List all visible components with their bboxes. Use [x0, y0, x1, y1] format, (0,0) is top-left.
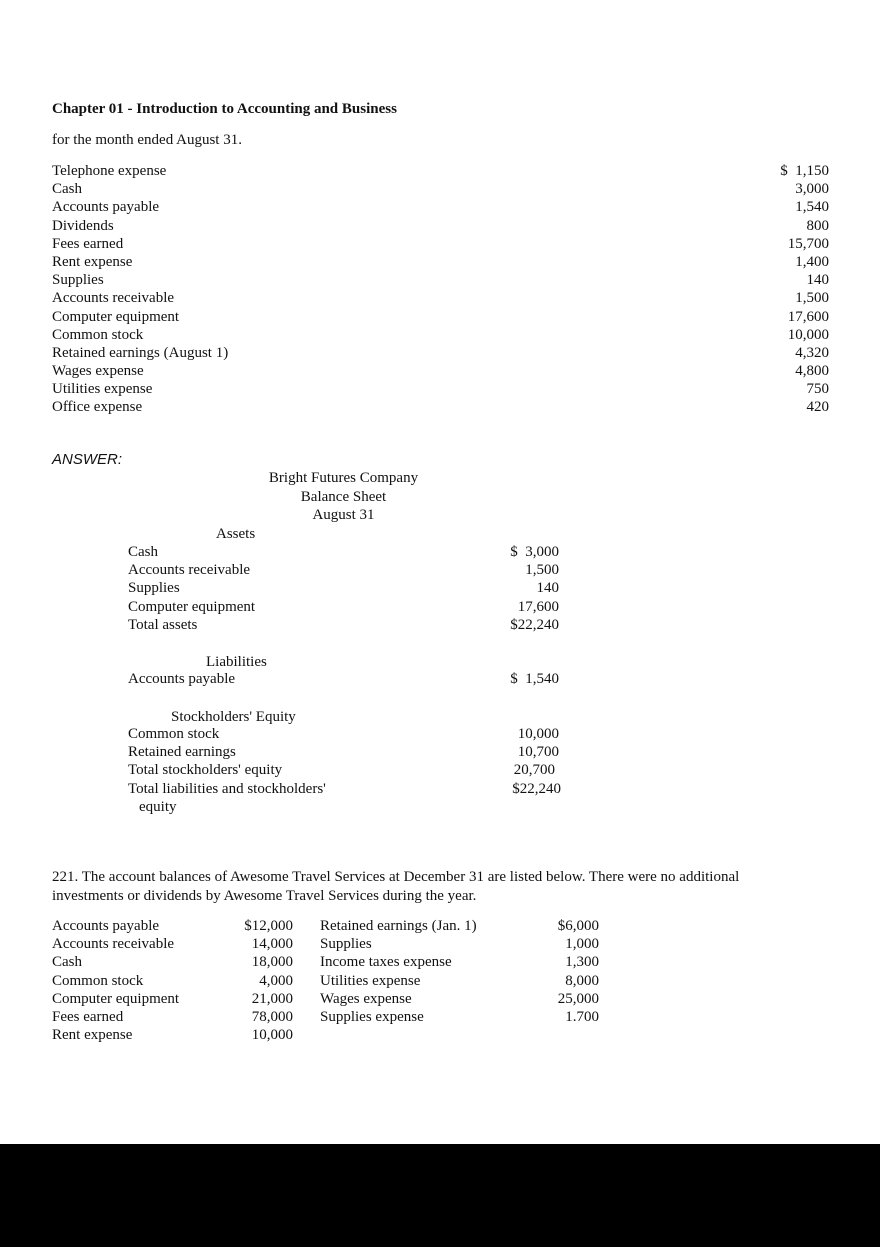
line-label: Accounts payable [128, 671, 236, 687]
assets-section [128, 543, 559, 634]
account-label: Fees earned [52, 1008, 124, 1025]
account-label: Income taxes expense [320, 954, 452, 971]
account-label: Rent expense [52, 1027, 133, 1044]
list-item [320, 917, 599, 935]
list-item [320, 972, 599, 990]
assets-heading: Assets [216, 526, 256, 542]
account-value: $12,000 [244, 918, 293, 934]
list-item [52, 380, 829, 398]
account-value: 4,320 [795, 344, 829, 361]
question-221-right-column [320, 917, 599, 1026]
account-value: $6,000 [557, 918, 599, 934]
line-label: Total liabilities and stockholders' [128, 780, 326, 797]
list-item [52, 344, 829, 362]
account-value: 14,000 [251, 936, 293, 953]
account-label: Wages expense [52, 363, 144, 380]
account-value: 1,400 [795, 253, 829, 270]
line-value: $22,240 [512, 780, 561, 797]
account-value: 800 [806, 217, 829, 234]
line-label: Accounts receivable [128, 562, 251, 579]
account-value: 10,000 [787, 326, 829, 343]
line-label: Computer equipment [128, 598, 256, 615]
list-item [52, 990, 293, 1008]
list-item [52, 289, 829, 307]
account-label: Accounts payable [52, 199, 160, 216]
account-label: Cash [52, 181, 82, 198]
line-value: $22,240 [510, 616, 559, 633]
statement-name: Balance Sheet [300, 488, 387, 505]
list-item [52, 1026, 293, 1044]
list-item [320, 953, 599, 971]
list-item [52, 398, 829, 416]
account-value: 15,700 [787, 235, 829, 252]
list-item [52, 235, 829, 253]
equity-section [128, 725, 559, 816]
account-value: 1.700 [565, 1008, 599, 1025]
account-value: 8,000 [565, 972, 599, 989]
account-value: 1,300 [565, 954, 599, 971]
list-item [320, 935, 599, 953]
list-item [52, 362, 829, 380]
question-221-left-column [52, 917, 293, 1044]
table-row [128, 543, 559, 561]
account-value: 140 [806, 272, 829, 289]
account-label: Rent expense [52, 253, 133, 270]
list-item [52, 935, 293, 953]
account-value: 4,000 [259, 972, 293, 989]
account-label: Wages expense [320, 990, 412, 1007]
account-label: Utilities expense [320, 972, 421, 989]
account-value: 21,000 [251, 990, 293, 1007]
line-value: $ 1,540 [510, 671, 559, 687]
liabilities-heading: Liabilities [206, 654, 267, 670]
company-name: Bright Futures Company [268, 470, 419, 486]
list-item [52, 271, 829, 289]
liabilities-section [128, 670, 559, 688]
line-value: 140 [536, 580, 559, 597]
account-label: Accounts receivable [52, 290, 175, 307]
line-label: Common stock [128, 726, 220, 742]
line-label: Retained earnings [128, 744, 236, 761]
account-label: Computer equipment [52, 308, 180, 325]
account-label: Utilities expense [52, 381, 153, 398]
list-item [52, 180, 829, 198]
account-label: Computer equipment [52, 990, 180, 1007]
account-value: 10,000 [251, 1027, 293, 1044]
chapter-title: Chapter 01 - Introduction to Accounting and Business [52, 101, 397, 117]
account-value: 17,600 [787, 308, 829, 325]
table-row [128, 725, 559, 743]
list-item [52, 308, 829, 326]
account-label: Common stock [52, 972, 144, 989]
account-value: 1,500 [795, 290, 829, 307]
line-value: 17,600 [517, 598, 559, 615]
equity-heading: Stockholders' Equity [171, 709, 296, 725]
list-item [320, 1008, 599, 1026]
account-value: 1,000 [565, 936, 599, 953]
table-row [128, 579, 559, 597]
line-value: 1,500 [525, 562, 559, 579]
line-value: 10,000 [517, 726, 559, 742]
list-item [52, 1008, 293, 1026]
account-label: Supplies expense [320, 1008, 424, 1025]
list-item [320, 990, 599, 1008]
account-label: Telephone expense [52, 163, 167, 179]
table-row [128, 670, 559, 688]
list-item [52, 217, 829, 235]
account-label: Supplies [320, 936, 372, 953]
table-row [128, 598, 559, 616]
line-label: Cash [128, 544, 158, 560]
account-label: Office expense [52, 399, 143, 416]
question-221-text: 221. The account balances of Awesome Travel Services at December 31 are listed below. There were no additional investments or dividends by Awesome Travel Services during the year. [52, 869, 740, 904]
statement-date: August 31 [312, 507, 375, 523]
account-value: 25,000 [557, 990, 599, 1007]
account-value: $ 1,150 [780, 163, 829, 179]
line-value: 20,700 [513, 762, 555, 779]
table-row [128, 743, 559, 761]
account-label: Retained earnings (August 1) [52, 344, 229, 361]
account-label: Fees earned [52, 235, 124, 252]
bottom-black-band [0, 1144, 880, 1247]
list-item [52, 917, 293, 935]
list-item [52, 953, 293, 971]
account-value: 750 [806, 381, 829, 398]
account-value: 1,540 [795, 199, 829, 216]
account-value: 78,000 [251, 1008, 293, 1025]
account-value: 4,800 [795, 363, 829, 380]
line-value: 10,700 [517, 744, 559, 761]
line-label: Total stockholders' equity [128, 762, 283, 779]
account-label: Cash [52, 954, 82, 971]
account-label: Supplies [52, 272, 104, 289]
account-label: Common stock [52, 326, 144, 343]
list-item [52, 326, 829, 344]
list-item [52, 198, 829, 216]
account-label: Dividends [52, 217, 114, 234]
total-row [128, 616, 559, 634]
answer-label: ANSWER: [52, 451, 123, 468]
list-item [52, 162, 829, 180]
account-list [52, 162, 829, 417]
account-label: Accounts payable [52, 918, 160, 934]
account-label: Accounts receivable [52, 936, 175, 953]
line-label-continued: equity [139, 798, 177, 815]
line-label: Supplies [128, 580, 180, 597]
table-row [128, 561, 559, 579]
list-item [52, 972, 293, 990]
period-subtitle: for the month ended August 31. [52, 132, 242, 148]
grand-total-row [128, 780, 559, 816]
account-value: 3,000 [795, 181, 829, 198]
line-value: $ 3,000 [510, 544, 559, 560]
account-label: Retained earnings (Jan. 1) [320, 918, 477, 934]
list-item [52, 253, 829, 271]
total-row [128, 761, 559, 779]
line-label: Total assets [128, 616, 198, 633]
account-value: 18,000 [251, 954, 293, 971]
account-value: 420 [806, 399, 829, 416]
